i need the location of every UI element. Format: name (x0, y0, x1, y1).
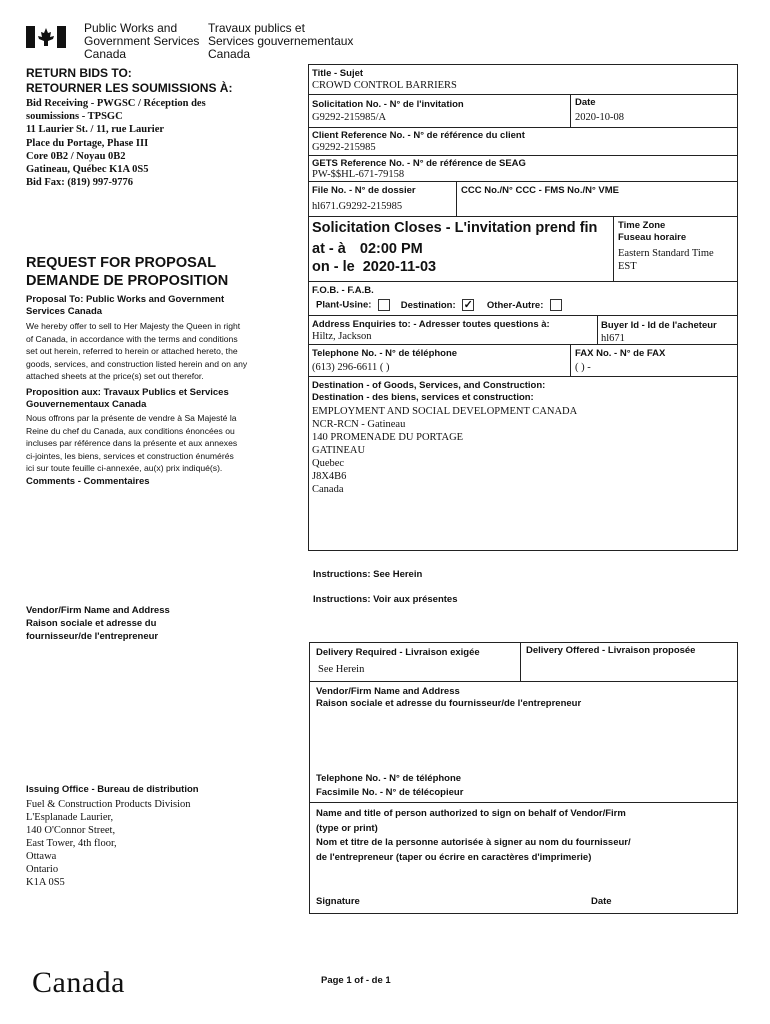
address-line: Gatineau, Québec K1A 0S5 (26, 164, 149, 176)
return-bids-heading (26, 66, 232, 96)
proposal-to (26, 294, 224, 317)
issuing-line: L'Esplanade Laurier, (26, 812, 114, 823)
proposal-en-line: attached sheets at the price(s) set out therefor. (26, 371, 204, 382)
canada-flag-icon (26, 26, 66, 48)
dept-en-line: Canada (84, 47, 127, 61)
department-name-en (84, 22, 199, 61)
tz-label (618, 220, 686, 243)
proposal-en-line: We hereby offer to sell to Her Majesty the Queen in right (26, 321, 241, 331)
proposal-to-line: Services Canada (26, 305, 103, 317)
ccc-label: CCC No./N° CCC - FMS No./N° VME (461, 185, 620, 196)
address-enquiries-label: Address Enquiries to: - Adresser toutes questions à: (312, 319, 550, 330)
dest-label-2: Destination - des biens, services et construction: (312, 392, 534, 403)
dest-line: J8X4B6 (312, 471, 347, 482)
comments-label: Comments - Commentaires (26, 476, 150, 487)
solicitation-value: G9292-215985/A (312, 112, 387, 123)
closes-title: Solicitation Closes - L'invitation prend fin (312, 220, 598, 236)
proposition-line: Proposition aux: Travaux Publics et Services (26, 387, 229, 398)
dept-en-line: Government Services (84, 34, 200, 48)
vendor-right-line: Raison sociale et adresse du fournisseur/de l'entrepreneur (316, 698, 582, 709)
client-ref-label: Client Reference No. - N° de référence du client (312, 130, 525, 141)
address-line: Place du Portage, Phase III (26, 137, 149, 149)
plant-checkbox[interactable] (378, 299, 390, 311)
return-bids-fr: RETOURNER LES SOUMISSIONS À: (26, 81, 233, 95)
fax-label: FAX No. - N° de FAX (575, 348, 666, 359)
destination-label: Destination: (400, 299, 456, 311)
proposal-to-line: Proposal To: Public Works and Government (26, 294, 225, 305)
vendor-telephone-label: Telephone No. - N° de téléphone (316, 773, 462, 784)
department-name-fr (208, 22, 353, 61)
plant-label: Plant-Usine: (316, 299, 372, 311)
gets-value: PW-$$HL-671-79158 (312, 169, 405, 180)
auth-line: de l'entrepreneur (taper ou écrire en caractères d'imprimerie) (316, 851, 592, 863)
file-label: File No. - N° de dossier (312, 185, 416, 196)
vendor-label-right (316, 686, 581, 710)
dest-line: EMPLOYMENT AND SOCIAL DEVELOPMENT CANADA (312, 406, 578, 417)
closes-at-label: at - à (312, 241, 346, 257)
title-value: CROWD CONTROL BARRIERS (312, 80, 457, 91)
vendor-right-line: Vendor/Firm Name and Address (316, 686, 460, 697)
issuing-line: Ottawa (26, 851, 57, 862)
auth-line: (type or print) (316, 822, 378, 834)
instructions-en: Instructions: See Herein (313, 569, 423, 580)
fob-label: F.O.B. - F.A.B. (312, 285, 374, 296)
fob-options (316, 299, 562, 311)
proposal-en-line: of Canada, in accordance with the terms and conditions (26, 333, 238, 344)
file-value: hl671.G9292-215985 (312, 201, 403, 212)
gets-label: GETS Reference No. - N° de référence de SEAG (312, 158, 526, 169)
tz-value (618, 247, 714, 273)
address-enquiries-value: Hiltz, Jackson (312, 331, 372, 342)
vendor-facsimile-label: Facsimile No. - N° de télécopieur (316, 787, 464, 798)
rfp-heading (26, 254, 228, 290)
page-number: Page 1 of - de 1 (321, 975, 391, 986)
closes-on-label: on - le (312, 259, 355, 275)
issuing-line: Fuel & Construction Products Division (26, 799, 191, 810)
closes-time: 02:00 PM (359, 241, 423, 257)
return-bids-en: RETURN BIDS TO: (26, 66, 132, 80)
vendor-phone-fax-labels (316, 772, 463, 800)
issuing-office-label: Issuing Office - Bureau de distribution (26, 784, 199, 795)
dept-fr-line: Travaux publics et (208, 21, 305, 35)
dept-en-line: Public Works and (84, 21, 178, 35)
proposition-line: Gouvernementaux Canada (26, 398, 147, 410)
tz-label-fr: Fuseau horaire (618, 231, 687, 243)
tz-value-1: Eastern Standard Time (618, 248, 714, 259)
delivery-required-value: See Herein (318, 664, 365, 675)
proposal-fr-line: incluses par référence dans la présente et aux annexes (26, 438, 238, 449)
date-label: Date (575, 97, 596, 108)
other-label: Other-Autre: (486, 299, 544, 311)
issuing-line: 140 O'Connor Street, (26, 825, 116, 836)
rfp-en: REQUEST FOR PROPOSAL (26, 255, 217, 271)
fax-value: ( ) - (575, 362, 591, 373)
other-checkbox[interactable] (550, 299, 562, 311)
proposal-text-en (26, 320, 247, 383)
address-line: Bid Fax: (819) 997-9776 (26, 177, 134, 189)
vendor-label-left (26, 604, 170, 643)
phone-label: Telephone No. - N° de téléphone (312, 348, 458, 359)
buyer-value: hl671 (601, 333, 625, 344)
delivery-required-label: Delivery Required - Livraison exigée (316, 647, 480, 658)
signature-label: Signature (316, 896, 360, 907)
tz-label-en: Time Zone (618, 220, 666, 231)
closes-date: 2020-11-03 (362, 259, 437, 275)
dest-line: GATINEAU (312, 445, 366, 456)
address-line: soumissions - TPSGC (26, 111, 123, 123)
rfp-fr: DEMANDE DE PROPOSITION (26, 273, 229, 289)
dest-line: NCR-RCN - Gatineau (312, 419, 406, 430)
tz-value-2: EST (618, 261, 637, 272)
delivery-offered-label: Delivery Offered - Livraison proposée (526, 645, 696, 656)
instructions-fr: Instructions: Voir aux présentes (313, 594, 458, 605)
proposal-text-fr (26, 412, 237, 475)
dest-line: Quebec (312, 458, 345, 469)
vendor-left-line: Raison sociale et adresse du (26, 618, 157, 629)
auth-line: Nom et titre de la personne autorisée à signer au nom du fournisseur/ (316, 837, 631, 848)
bid-receiving-address (26, 97, 206, 189)
proposal-fr-line: Reine du chef du Canada, aux conditions énoncées ou (26, 425, 235, 436)
destination-heading (312, 380, 545, 404)
client-ref-value: G9292-215985 (312, 142, 376, 153)
proposal-fr-line: ici sur toute feuille ci-annexée, au(x) prix indiqué(s). (26, 463, 223, 474)
destination-address (312, 405, 577, 496)
closes-at-row (312, 241, 423, 257)
canada-wordmark: Canada (32, 966, 125, 999)
dept-fr-line: Canada (208, 47, 251, 61)
auth-line: Name and title of person authorized to sign on behalf of Vendor/Firm (316, 808, 626, 819)
solicitation-label: Solicitation No. - N° de l'invitation (312, 99, 464, 110)
destination-checkbox[interactable]: ✓ (463, 299, 473, 311)
issuing-office-address (26, 798, 191, 889)
authorized-signer-label (316, 807, 631, 865)
vendor-left-line: Vendor/Firm Name and Address (26, 605, 170, 616)
proposal-fr-line: Nous offrons par la présente de vendre à Sa Majesté la (26, 413, 237, 423)
address-line: Bid Receiving - PWGSC / Réception des (26, 98, 206, 109)
closes-on-row (312, 259, 436, 275)
issuing-line: K1A 0S5 (26, 877, 65, 888)
dest-line: Canada (312, 484, 344, 495)
date-value: 2020-10-08 (575, 112, 624, 123)
proposal-fr-line: ci-jointes, les biens, services et construction énumérés (26, 450, 234, 461)
vendor-left-line: fournisseur/de l'entrepreneur (26, 631, 159, 642)
signature-date-label: Date (591, 896, 612, 907)
dest-line: 140 PROMENADE DU PORTAGE (312, 432, 464, 443)
dept-fr-line: Services gouvernementaux (208, 34, 354, 48)
issuing-line: Ontario (26, 864, 59, 875)
proposition-aux (26, 387, 229, 410)
dest-label-1: Destination - of Goods, Services, and Construction: (312, 380, 546, 391)
phone-value: (613) 296-6611 ( ) (312, 362, 390, 373)
address-line: 11 Laurier St. / 11, rue Laurier (26, 124, 165, 136)
title-label: Title - Sujet (312, 68, 364, 79)
proposal-en-line: goods, services, and construction listed herein and on any (26, 358, 248, 369)
address-line: Core 0B2 / Noyau 0B2 (26, 150, 126, 162)
issuing-line: East Tower, 4th floor, (26, 838, 117, 849)
buyer-label: Buyer Id - Id de l'acheteur (601, 320, 717, 331)
proposal-en-line: set out herein, referred to herein or attached hereto, the (26, 346, 238, 357)
